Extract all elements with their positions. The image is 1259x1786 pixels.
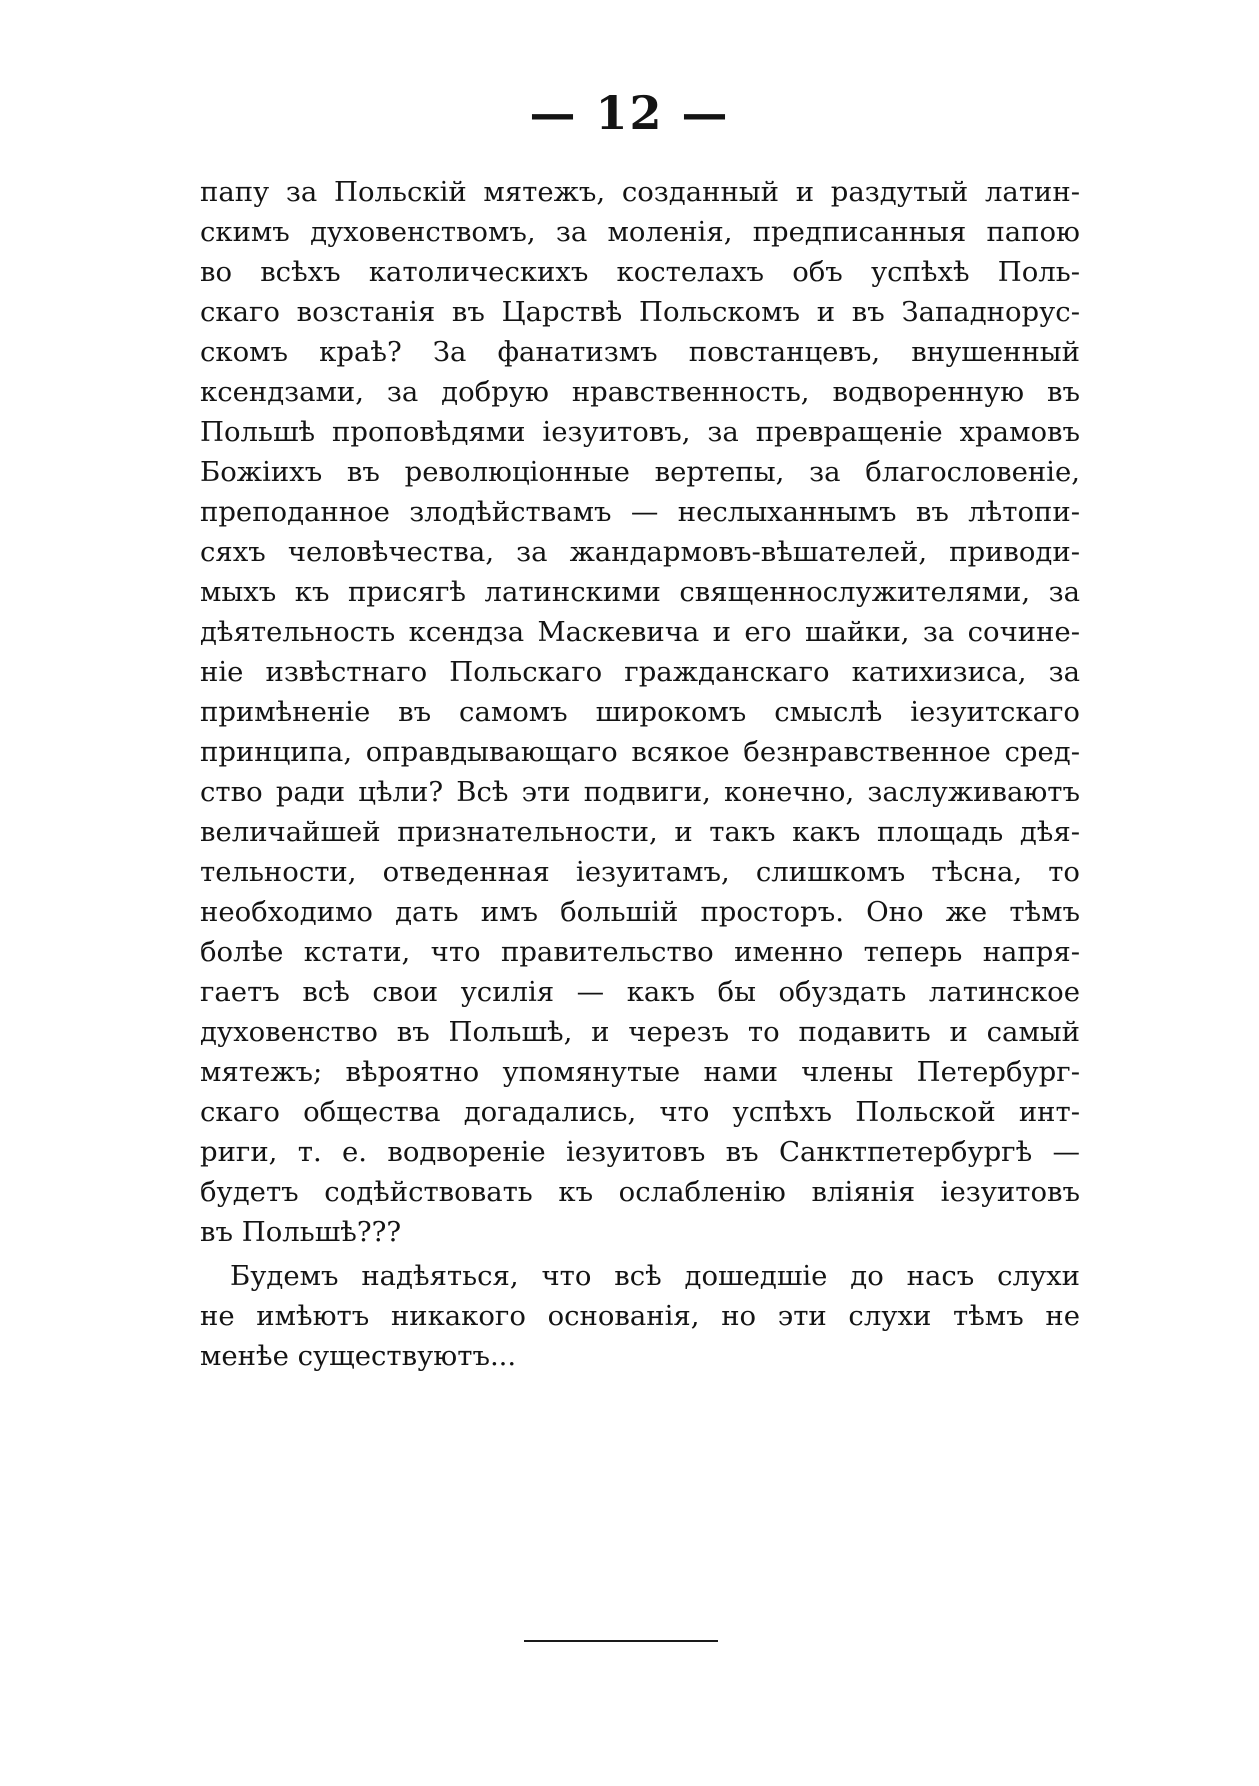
text-line: скаго возстанія въ Царствѣ Польскомъ и въ Западнорус- <box>200 296 1080 328</box>
text-line: примѣненіе въ самомъ широкомъ смыслѣ іезуитскаго <box>200 696 1080 728</box>
text-line: скаго общества догадались, что успѣхъ Польской инт- <box>200 1096 1080 1128</box>
text-line: величайшей признательности, и такъ какъ площадь дѣя- <box>200 816 1080 848</box>
section-end-rule <box>524 1640 718 1642</box>
text-line: необходимо дать имъ большій просторъ. Оно же тѣмъ <box>200 896 1080 928</box>
text-line: тельности, отведенная іезуитамъ, слишкомъ тѣсна, то <box>200 856 1080 888</box>
text-line: болѣе кстати, что правительство именно теперь напря- <box>200 936 1080 968</box>
body-text <box>200 172 1080 1376</box>
text-line: ніе извѣстнаго Польскаго гражданскаго катихизиса, за <box>200 656 1080 688</box>
text-line: въ Польшѣ??? <box>200 1216 402 1248</box>
text-line: мыхъ къ присягѣ латинскими священнослужителями, за <box>200 576 1080 608</box>
text-line: сяхъ человѣчества, за жандармовъ-вѣшателей, приводи- <box>200 536 1080 568</box>
text-line: ксендзами, за добрую нравственность, водворенную въ <box>200 376 1080 408</box>
page-number: — 12 — <box>529 86 730 140</box>
text-line: гаетъ всѣ свои усилія — какъ бы обуздать латинское <box>200 976 1080 1008</box>
text-line: духовенство въ Польшѣ, и черезъ то подавить и самый <box>200 1016 1080 1048</box>
text-line: Будемъ надѣяться, что всѣ дошедшіе до насъ слухи <box>230 1260 1080 1292</box>
text-line: скимъ духовенствомъ, за моленія, предписанныя папою <box>200 216 1080 248</box>
paragraph-2 <box>200 1256 1080 1376</box>
text-line: мятежъ; вѣроятно упомянутые нами члены Петербург- <box>200 1056 1080 1088</box>
text-line: не имѣютъ никакого основанія, но эти слухи тѣмъ не <box>200 1300 1080 1332</box>
text-line: скомъ краѣ? За фанатизмъ повстанцевъ, внушенный <box>200 336 1080 368</box>
text-line: ство ради цѣли? Всѣ эти подвиги, конечно, заслуживаютъ <box>200 776 1080 808</box>
text-line: принципа, оправдывающаго всякое безнравственное сред- <box>200 736 1080 768</box>
text-line: дѣятельность ксендза Маскевича и его шайки, за сочине- <box>200 616 1080 648</box>
text-line: папу за Польскій мятежъ, созданный и раздутый латин- <box>200 176 1080 208</box>
text-line: менѣе существуютъ... <box>200 1340 517 1372</box>
text-line: Божіихъ въ революціонные вертепы, за благословеніе, <box>200 456 1080 488</box>
text-line: преподанное злодѣйствамъ — неслыханнымъ въ лѣтопи- <box>200 496 1080 528</box>
text-line: будетъ содѣйствовать къ ослабленію вліянія іезуитовъ <box>200 1176 1080 1208</box>
text-line: риги, т. е. водвореніе іезуитовъ въ Санктпетербургѣ — <box>200 1136 1080 1168</box>
text-line: во всѣхъ католическихъ костелахъ объ успѣхѣ Поль- <box>200 256 1080 288</box>
paragraph-1 <box>200 172 1080 1252</box>
text-line: Польшѣ проповѣдями іезуитовъ, за превращеніе храмовъ <box>200 416 1080 448</box>
